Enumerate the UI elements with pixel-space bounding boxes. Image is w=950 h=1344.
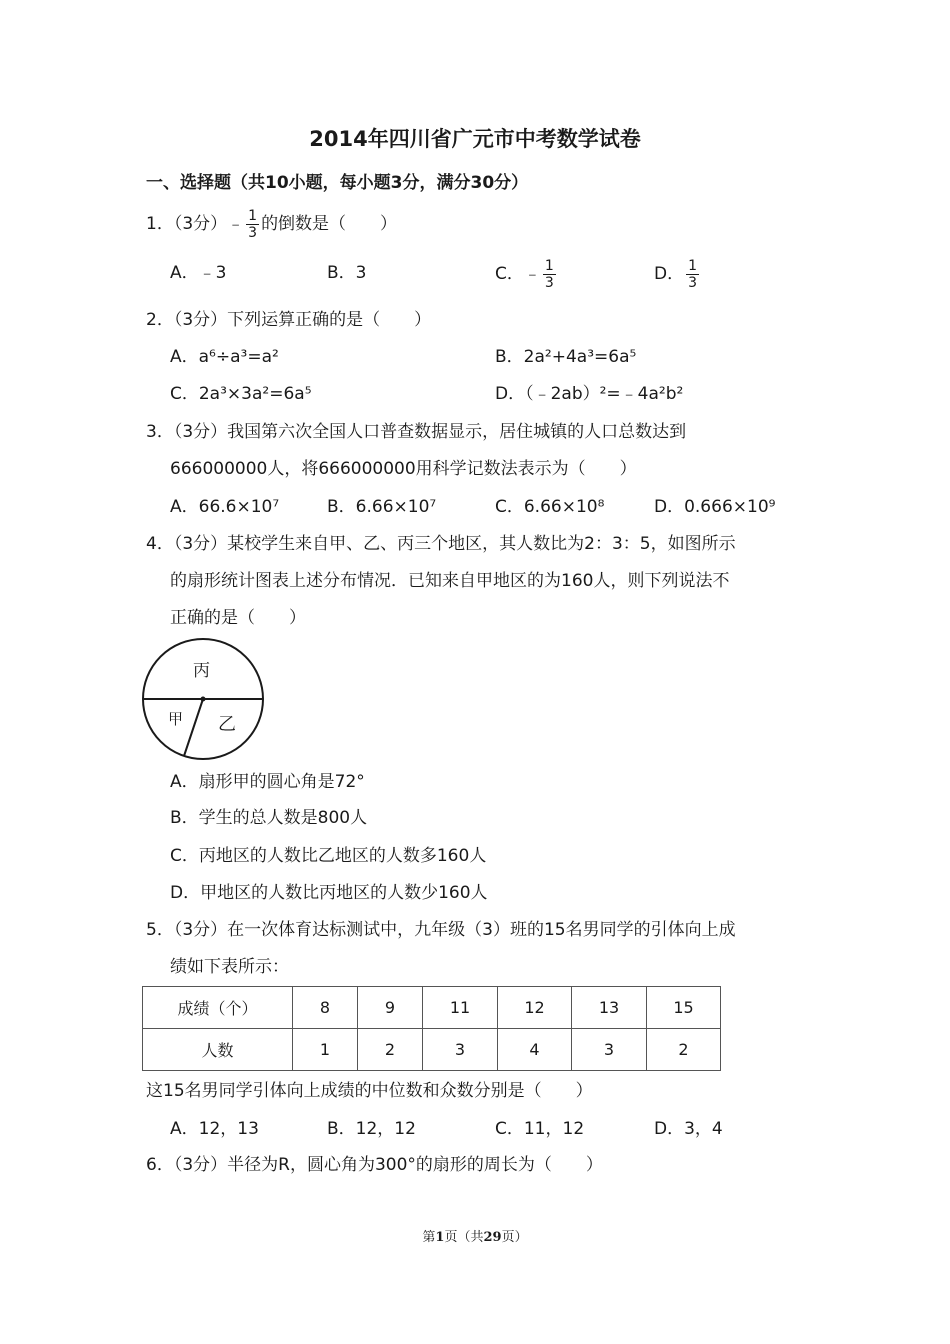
q1-option-b: B．3 (327, 263, 367, 283)
q1-c-den: 3 (544, 274, 554, 291)
q2-option-d: D．（﹣2ab）²=﹣4a²b² (495, 384, 684, 404)
q3-stem-line1: 3．（3分）我国第六次全国人口普查数据显示，居住城镇的人口总数达到 (146, 422, 687, 442)
table-cell: 1 (293, 1029, 358, 1071)
q1-option-c (495, 258, 558, 290)
table-cell: 2 (647, 1029, 721, 1071)
q1-option-d-fraction (686, 259, 699, 290)
table-cell: 9 (358, 987, 423, 1029)
q2-option-a: A．a⁶÷a³=a² (170, 347, 279, 367)
table-cell: 15 (647, 987, 721, 1029)
table-cell: 12 (498, 987, 572, 1029)
pie-label-yi: 乙 (218, 714, 236, 735)
table-cell: 人数 (143, 1029, 293, 1071)
table-cell: 4 (498, 1029, 572, 1071)
footer-mid: 页（共 (444, 1230, 484, 1245)
q5-question: 这15名男同学引体向上成绩的中位数和众数分别是（ ） (146, 1081, 593, 1101)
footer-page-number: 1 (435, 1230, 445, 1245)
q1-d-den: 3 (688, 274, 698, 291)
table-cell: 2 (358, 1029, 423, 1071)
q4-option-c: C．丙地区的人数比乙地区的人数多160人 (170, 846, 487, 866)
table-cell: 11 (423, 987, 498, 1029)
q4-stem-line1: 4．（3分）某校学生来自甲、乙、丙三个地区，其人数比为2：3：5，如图所示 (146, 534, 736, 554)
table-cell: 成绩（个） (143, 987, 293, 1029)
q1-suffix: 的倒数是（ ） (261, 214, 398, 234)
q3-option-d: D．0.666×10⁹ (654, 497, 776, 517)
section-heading: 一、选择题（共10小题，每小题3分，满分30分） (146, 173, 529, 193)
footer-post: 页） (501, 1230, 528, 1245)
table-cell: 3 (572, 1029, 647, 1071)
q1-stem (146, 208, 397, 240)
q5-stem-line2: 绩如下表所示： (170, 957, 289, 977)
table-row (143, 1029, 721, 1071)
q4-option-d: D．甲地区的人数比丙地区的人数少160人 (170, 883, 488, 903)
q1-option-a: A．﹣3 (170, 263, 227, 283)
q1-fraction (246, 209, 259, 240)
q5-option-a: A．12，13 (170, 1119, 259, 1139)
pie-label-bing: 丙 (193, 661, 210, 681)
q6-stem: 6．（3分）半径为R，圆心角为300°的扇形的周长为（ ） (146, 1155, 603, 1175)
q3-stem-line2: 666000000人，将666000000用科学记数法表示为（ ） (170, 459, 637, 479)
q4-stem-line2: 的扇形统计图表上述分布情况．已知来自甲地区的为160人，则下列说法不 (170, 571, 730, 591)
pie-center-dot (201, 697, 206, 702)
table-cell: 3 (423, 1029, 498, 1071)
q1-frac-den: 3 (248, 224, 258, 241)
q3-option-b: B．6.66×10⁷ (327, 497, 437, 517)
q4-option-b: B．学生的总人数是800人 (170, 808, 368, 828)
q4-stem-line3: 正确的是（ ） (170, 608, 306, 628)
pie-radius-divider (184, 699, 203, 756)
pie-label-jia: 甲 (168, 710, 184, 728)
q1-d-num: 1 (688, 257, 698, 274)
table-cell: 8 (293, 987, 358, 1029)
q5-option-b: B．12，12 (327, 1119, 416, 1139)
q2-stem: 2．（3分）下列运算正确的是（ ） (146, 310, 432, 330)
table-cell: 13 (572, 987, 647, 1029)
q5-option-d: D．3，4 (654, 1119, 723, 1139)
q4-option-a: A．扇形甲的圆心角是72° (170, 772, 365, 792)
q1-option-d (654, 258, 701, 290)
q1-prefix: 1．（3分）﹣ (146, 214, 245, 234)
q1-frac-num: 1 (248, 207, 258, 224)
score-table (142, 986, 721, 1071)
q1-option-d-label: D． (654, 264, 685, 284)
pie-chart-figure (140, 638, 270, 764)
q5-option-c: C．11，12 (495, 1119, 585, 1139)
q1-option-c-fraction (543, 259, 556, 290)
footer-total-pages: 29 (483, 1230, 502, 1245)
page-title: 2014年四川省广元市中考数学试卷 (309, 127, 641, 151)
q1-option-c-label: C．﹣ (495, 264, 541, 284)
q5-stem-line1: 5．（3分）在一次体育达标测试中，九年级（3）班的15名男同学的引体向上成 (146, 920, 736, 940)
q2-option-c: C．2a³×3a²=6a⁵ (170, 384, 312, 404)
table-row (143, 987, 721, 1029)
page-footer (0, 1231, 950, 1244)
q2-option-b: B．2a²+4a³=6a⁵ (495, 347, 637, 367)
footer-pre: 第 (422, 1230, 436, 1245)
q3-option-c: C．6.66×10⁸ (495, 497, 605, 517)
q1-c-num: 1 (544, 257, 554, 274)
q3-option-a: A．66.6×10⁷ (170, 497, 280, 517)
